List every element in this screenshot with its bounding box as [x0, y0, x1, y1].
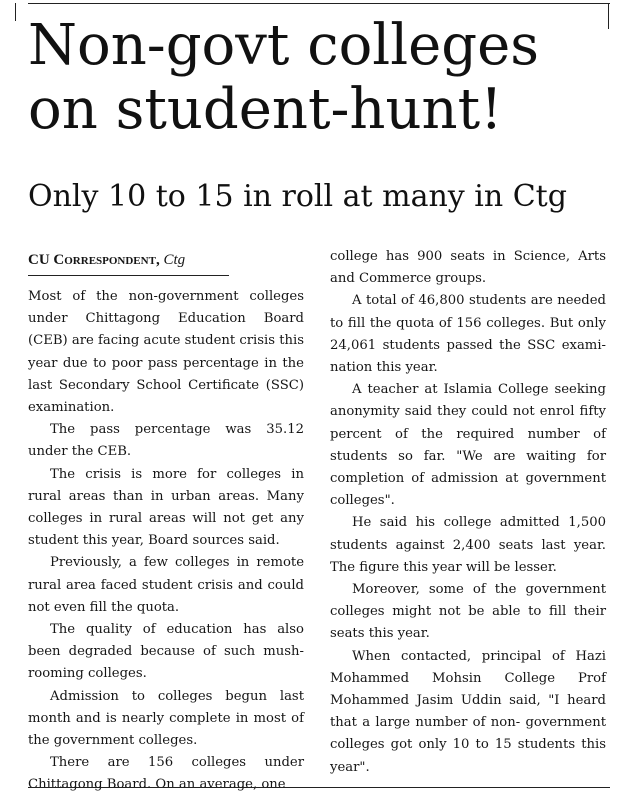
- paragraph: A total of 46,800 students are needed to fill the quota of 156 colleges. But only 24,061 students passed the SSC examination this year.: [330, 293, 606, 376]
- paragraph: Most of the non-government colleges under Chittagong Education Board (CEB) are facing acute student crisis this year due to poor pass percentage in the last Secondary School Certificate (SSC) examination.: [28, 289, 304, 416]
- paragraph: There are 156 colleges under Chittagong Board. On an average, one: [28, 755, 304, 793]
- paragraph: Previously, a few colleges in remote rural area faced student crisis and could not even fill the quota.: [28, 555, 304, 615]
- article-column-1: [28, 249, 304, 797]
- paragraph: The pass percentage was 35.12 under the CEB.: [28, 422, 304, 460]
- byline-comma: ,: [155, 252, 160, 268]
- headline: [28, 14, 539, 142]
- paragraph: When contacted, principal of Hazi Mohammed Mohsin College Prof Mohammed Jasim Uddin said, "I heard that a large number of non- government colleges got only 10 to 15 students this year".: [330, 648, 606, 775]
- paragraph: A teacher at Islamia College seeking anonymity said they could not enrol fifty percent of the required number of students so far. "We are waiting for completion of admission at government colleges".: [330, 382, 606, 509]
- byline-location: Ctg: [163, 252, 186, 268]
- left-edge-line: [15, 3, 16, 21]
- paragraph: college has 900 seats in Science, Arts and Commerce groups.: [330, 249, 606, 287]
- article-column-2: [330, 246, 606, 779]
- headline-line-1: Non-govt colleges: [28, 13, 539, 78]
- paragraph: Moreover, some of the government colleges might not be able to fill their seats this year.: [330, 582, 606, 642]
- subheadline: Only 10 to 15 in roll at many in Ctg: [28, 179, 567, 214]
- top-rule: [28, 3, 610, 4]
- byline: [28, 249, 229, 276]
- byline-name: [28, 252, 160, 268]
- paragraph: He said his college admitted 1,500 students against 2,400 seats last year. The figure this year will be lesser.: [330, 515, 606, 575]
- bottom-rule: [28, 787, 610, 788]
- paragraph: Admission to colleges begun last month and is nearly complete in most of the government colleges.: [28, 688, 304, 749]
- byline-name-initial: CU C: [28, 252, 65, 268]
- paragraph: The quality of education has also been degraded because of such mushrooming colleges.: [28, 622, 304, 682]
- paragraph: The crisis is more for colleges in rural areas than in urban areas. Many colleges in rural areas will not get any student this year, Board sources said.: [28, 466, 304, 549]
- right-edge-line: [608, 3, 609, 29]
- headline-line-2: on student-hunt!: [28, 77, 503, 142]
- byline-name-rest: orrespondent: [64, 252, 156, 268]
